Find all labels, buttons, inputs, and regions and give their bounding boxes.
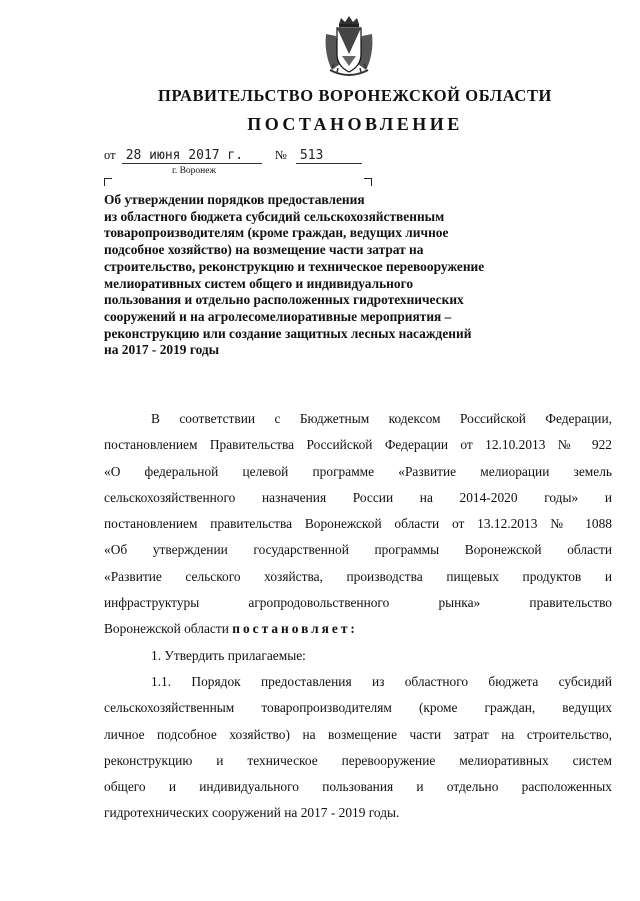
- document-body: [104, 406, 612, 827]
- date-number-line: [104, 148, 362, 164]
- document-type: ПОСТАНОВЛЕНИЕ: [247, 114, 463, 134]
- document-date: 28 июня 2017 г.: [122, 148, 262, 164]
- subject-line: сооружений и на агролесомелиоративные мероприятия –: [104, 308, 452, 324]
- preamble-last-line: [104, 616, 612, 642]
- item-1: 1. Утвердить прилагаемые:: [151, 647, 306, 663]
- preamble-line: В соответствии с Бюджетным кодексом Российской Федерации,: [151, 411, 612, 426]
- preamble-last-text: Воронежской области: [104, 621, 233, 637]
- subject-line: строительство, реконструкцию и техническое перевооружение: [104, 258, 485, 274]
- coat-of-arms-emblem: [322, 14, 376, 80]
- subject-line: пользования и отдельно расположенных гидротехнических: [104, 292, 464, 308]
- government-title: ПРАВИТЕЛЬСТВО ВОРОНЕЖСКОЙ ОБЛАСТИ: [158, 86, 552, 105]
- subject-line: из областного бюджета субсидий сельскохозяйственным: [104, 208, 445, 224]
- item-1-1-line: 1.1. Порядок предоставления из областного бюджета субсидий: [151, 673, 612, 689]
- preamble-line: сельскохозяйственного назначения России на 2014-2020 годы» и: [104, 489, 612, 505]
- preamble-line: «Развитие сельского хозяйства, производства пищевых продуктов и: [104, 568, 612, 584]
- preamble-line: инфраструктуры агропродовольственного рынка» правительство: [104, 595, 612, 611]
- preamble-line: «О федеральной целевой программе «Развитие мелиорации земель: [104, 463, 612, 479]
- subject-line: мелиоративных систем общего и индивидуального: [104, 275, 414, 291]
- preamble-line: «Об утверждении государственной программы Воронежской области: [104, 542, 612, 558]
- subject-line: реконструкцию или создание защитных лесных насаждений: [104, 325, 472, 341]
- number-prefix: №: [274, 148, 287, 162]
- subject-heading: [104, 192, 544, 359]
- resolves-word: постановляет:: [232, 621, 358, 637]
- subject-line: Об утверждении порядков предоставления: [104, 192, 365, 207]
- city-name: г. Воронеж: [172, 166, 217, 176]
- preamble-line: постановлением правительства Воронежской области от 13.12.2013 № 1088: [104, 516, 612, 532]
- subject-line: подсобное хозяйство) на возмещение части затрат на: [104, 242, 424, 258]
- date-prefix: от: [104, 148, 116, 162]
- item-1-1-line: реконструкцию и техническое перевооружение мелиоративных систем: [104, 752, 612, 768]
- subject-line: товаропроизводителям (кроме граждан, ведущих личное: [104, 225, 449, 241]
- item-1-1-line: общего и индивидуального пользования и отдельно расположенных: [104, 779, 612, 795]
- document-number: 513: [296, 148, 362, 164]
- item-1-1-line: сельскохозяйственным товаропроизводителям (кроме граждан, ведущих: [104, 700, 612, 716]
- item-1-1-last-line: гидротехнических сооружений на 2017 - 2019 годы.: [104, 805, 400, 821]
- subject-line: на 2017 - 2019 годы: [104, 342, 220, 358]
- preamble-line: постановлением Правительства Российской Федерации от 12.10.2013 № 922: [104, 437, 612, 453]
- subject-bracket-left: [104, 178, 112, 186]
- item-1-1-line: личное подсобное хозяйство) на возмещение части затрат на строительство,: [104, 726, 612, 742]
- subject-bracket-right: [364, 178, 372, 186]
